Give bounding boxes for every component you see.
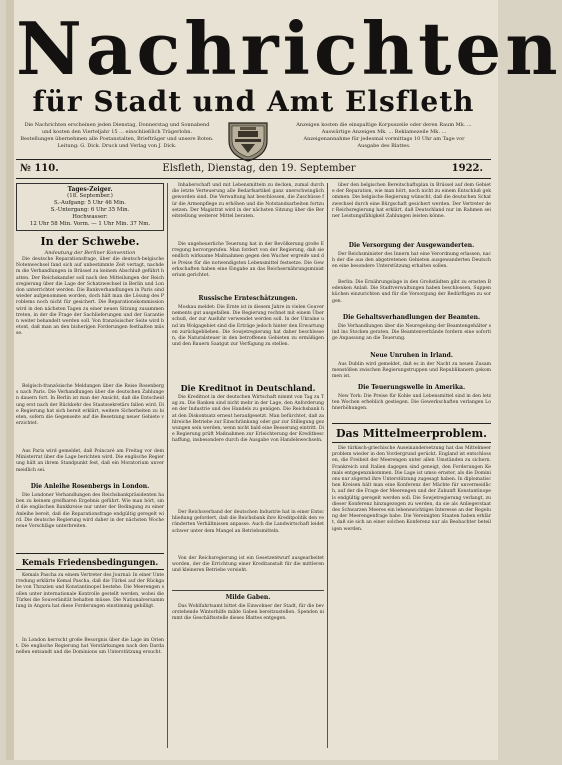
article-headline: Die Kreditnot in Deutschland.: [180, 383, 316, 393]
info-line: Auswärtige Anzeigen Mk. ... Reklamezeile Mk. ...: [321, 129, 447, 135]
article-headline: Russische Ernteschätzungen.: [198, 295, 298, 302]
article-text: Die deutsche Reparationsfrage, über die deutsch-belgische Notenwechsel fand sich auf unbestimmte Zeit vertagt, nachdem die Verhandlungen in Brüssel zu keinem Abschluß geführt hatten. Der Reichskanzler soll nach den Mitteilungen der Reichsregierung über die Lage der Schatzwechsel in Berlin und London unterrichtet werden. Die Bankverhandlungen in Paris sind wieder aufgenommen worden, doch hält man die Lösung des Problems noch nicht für gesichert. Die Reparationskommission wird in den nächsten Tagen zu einer neuen Sitzung zusammentreten, in der die Frage der Sachlieferungen und der Garantien weiter behandelt werden soll. Von französischer Seite wird betont, daß man an den bisherigen Forderungen festhalten müsse.: [16, 257, 164, 337]
info-line: Anzeigenannahme für jedesmal vormittags 10 Uhr am Tage vor: [303, 136, 465, 142]
article-text: Aus Paris wird gemeldet, daß Poincaré am Freitag vor dem Ministerrat über die Lage berichten wird. Die englische Regierung hält an ihrem Standpunkt fest, daß ein Moratorium unvermeidlich sei.: [16, 449, 164, 473]
almanac-line: S.-Untergang: 6 Uhr 35 Min.: [50, 207, 130, 213]
article-text: Der Reichsverband der deutschen Industrie hat in einer Entschließung gefordert, daß die Reichsbank ihre Kreditpolitik den veränderten Verhältnissen anpasse. Auch die Landwirtschaft leidet schwer unter dem Mangel an Betriebsmitteln.: [172, 510, 324, 534]
article-headline: In der Schwebe.: [40, 235, 140, 248]
daily-almanac-box: [16, 183, 164, 231]
article-text: Aus Dublin wird gemeldet, daß es in der Nacht zu neuen Zusammenstößen zwischen Regierungstruppen und Republikanern gekommen ist.: [332, 362, 491, 380]
info-line: Leitung: G. Dick. Druck und Verlag von J. Dick.: [57, 143, 177, 149]
issue-year: 1922.: [451, 163, 483, 174]
almanac-line: Hochwasser:: [72, 214, 108, 220]
article-text: New York: Die Preise für Kohle und Lebensmittel sind in den letzten Wochen erheblich gestiegen. Die Gewerkschaften verlangen Lohnerhöhungen.: [332, 394, 491, 412]
article-headline: Die Versorgung der Ausgewanderten.: [348, 242, 475, 249]
newspaper-title: Nachrichten: [16, 6, 562, 91]
almanac-line: S.-Aufgang: 5 Uhr 46 Min.: [54, 200, 126, 206]
dateline: [16, 159, 491, 179]
article-text: Kemals Pascha zu einem Vertreter des Journal: In einer Unterredung erklärte Kemal Pascha, daß die Türkei auf der Rückgabe von Thrazien und Konstantinopel bestehe. Die Meerengen sollen unter internationale Kontrolle gestellt werden, wobei die Türkei die Souveränität behalten müsse. Die Nationalversammlung in Angora hat diese Forderungen einstimmig gebilligt.: [16, 573, 164, 610]
article-text: Der Reichsminister des Innern hat eine Verordnung erlassen, nach der die aus den abgetretenen Gebieten ausgewanderten Deutschen eine besondere Unterstützung erhalten sollen.: [332, 252, 491, 270]
info-line: Die Nachrichten erscheinen jeden Dienstag, Donnerstag und Sonnabend: [24, 122, 210, 128]
article-text: Von der Reichsregierung ist ein Gesetzentwurf ausgearbeitet worden, der die Errichtung einer Kreditanstalt für die mittleren und kleineren Betriebe vorsieht.: [172, 556, 324, 574]
article-text: Die Verhandlungen über die Neuregelung der Beamtengehälter sind ins Stocken geraten. Die Beamtenverbände fordern eine sofortige Anpassung an die Teuerung.: [332, 324, 491, 342]
article-headline: Kemals Friedensbedingungen.: [21, 557, 159, 567]
issue-number: № 110.: [20, 163, 59, 174]
issue-date: Elsfleth, Dienstag, den 19. September: [162, 163, 356, 174]
almanac-line: (18. September.): [67, 193, 113, 199]
column-2: [172, 183, 324, 748]
section-divider: [172, 590, 324, 591]
column-divider: [327, 183, 328, 748]
article-text: über den belgischen Bereitschaftsplan in Brüssel auf dem Gebiete der Reparation, wie man hört, noch nicht zu einem Entschluß gekommen. Die belgische Regierung wünscht, daß die deutschen Schatzwechsel durch eine Bürgschaft gesichert werden. Der Vertreter der Reichsregierung hat erklärt, daß Deutschland nur im Rahmen seiner Leistungsfähigkeit Zahlungen leisten könne.: [332, 183, 491, 220]
publication-info: [18, 122, 216, 150]
article-text: Berlin: Die Ernährungslage in den Großstädten gibt zu ernsten Bedenken Anlaß. Die Stadtverwaltungen haben beschlossen, Suppenküchen einzurichten und für die Versorgung der Bedürftigen zu sorgen.: [332, 280, 491, 304]
column-divider: [167, 183, 168, 748]
info-line: und kosten den Vierteljahr 15 ... einschließlich Trägerlohn.: [41, 129, 193, 135]
article-headline: Die Gehaltsverhandlungen der Beamten.: [342, 314, 481, 321]
masthead: [16, 6, 562, 171]
almanac-line: 12 Uhr 58 Min. Vorm. — 1 Uhr Min. 37 Nm.: [29, 221, 151, 227]
info-line: Bestellungen übernehmen alle Postanstalten, Briefträger und unsere Boten.: [20, 136, 214, 142]
info-line: Anzeigen kosten die einspaltige Korpuszeile oder deren Raum Mk. ...: [296, 122, 472, 128]
article-text: In London herrscht große Besorgnis über die Lage im Orient. Die englische Regierung hat Verstärkungen nach den Dardanellen entsandt und die Dominions um Unterstützung ersucht.: [16, 638, 164, 656]
column-3: [332, 183, 491, 748]
article-headline: Neue Unruhen in Irland.: [370, 352, 453, 359]
article-text: Belgisch-französische Meldungen über die Reise Rosenbergs nach Paris. Die Verhandlungen über die deutschen Zahlungen dauern fort. In Berlin ist man der Ansicht, daß die Entscheidung erst nach der Rückkehr des Staatssekretärs fallen wird. Die Regierung hat sich bereit erklärt, weitere Sicherheiten zu bieten, sofern die Gegenseite auf die Besetzung neuer Gebiete verzichtet.: [16, 384, 164, 427]
article-text: Inhaberschaft und mit Lebensmitteln zu decken, zumal durch die letzte Verteuerung alle Bedarfsartikel ganz unerschwinglich geworden sind. Die Verwaltung hat beschlossen, die Zuschüsse für die Armenpflege zu erhöhen und die Notstandsarbeiten fortzusetzen. Der Magistrat wird in der nächsten Sitzung über die Bereitstellung weiterer Mittel beraten.: [172, 183, 324, 220]
newspaper-page: [6, 0, 562, 760]
article-headline: Das Mittelmeerproblem.: [336, 427, 487, 440]
article-text: Das Wohlfahrtsamt bittet die Einwohner der Stadt, für die bevorstehende Winterhilfe milde Gaben bereitzustellen. Spenden nimmt die Geschäftsstelle dieses Blattes entgegen.: [172, 604, 324, 622]
article-text: Die Kreditnot in der deutschen Wirtschaft nimmt von Tag zu Tag zu. Die Banken sind nicht mehr in der Lage, den Anforderungen der Industrie und des Handels zu genügen. Die Reichsbank hat den Diskontsatz erneut heraufgesetzt. Man befürchtet, daß zahlreiche Betriebe zur Einschränkung oder gar zur Stillegung gezwungen sein werden, wenn nicht bald eine Besserung eintritt. Die Regierung prüft Maßnahmen zur Erleichterung der Kreditbeschaffung, insbesondere durch die Ausgabe von Handelswechseln.: [172, 395, 324, 444]
article-text: Moskau meldet: Die Ernte ist in diesem Jahre in vielen Gouvernements gut ausgefallen. Die Regierung rechnet mit einem Überschuß, der zur Ausfuhr verwendet werden soll. In der Ukraine und im Wolgagebiet sind die Erträge jedoch hinter den Erwartungen zurückgeblieben. Die Sowjetregierung hat daher beschlossen, die Naturalsteuer in den betroffenen Gebieten zu ermäßigen und den Bauern Saatgut zur Verfügung zu stellen.: [172, 305, 324, 348]
almanac-title: Tages-Zeiger.: [67, 186, 113, 193]
article-subheadline: Andeutung der Berliner Konvention: [44, 250, 136, 256]
article-headline: Milde Gaben.: [225, 594, 271, 601]
article-text: Die ungeheuerliche Teuerung hat in der Bevölkerung große Erregung hervorgerufen. Man fordert von der Regierung, daß sie endlich wirksame Maßnahmen gegen den Wucher ergreife und die Preise für die notwendigsten Lebensmittel festsetze. Die Gewerkschaften haben eine Eingabe an das Reichsernährungsministerium gerichtet.: [172, 242, 324, 279]
article-text: Die Londoner Verhandlungen des Reichsbankpräsidenten haben zu keinem greifbaren Ergebnis geführt. Wie man hört, sind die englischen Bankkreise nur unter der Bedingung zu einer Anleihe bereit, daß die Reparationsfrage endgültig geregelt wird. Die deutsche Regierung wird daher in der nächsten Woche neue Vorschläge unterbreiten.: [16, 493, 164, 530]
page-spine: [6, 0, 14, 760]
town-crest-icon: [223, 119, 273, 163]
info-line: Ausgabe des Blattes.: [357, 143, 411, 149]
newspaper-subtitle: für Stadt und Amt Elsfleth: [32, 85, 475, 118]
article-headline: Die Anleihe Rosenbergs in London.: [30, 483, 150, 490]
advertising-info: [280, 122, 488, 150]
article-text: Die türkisch-griechische Auseinandersetzung hat das Mittelmeerproblem wieder in den Vordergrund gerückt. England ist entschlossen, die Freiheit der Meerengen unter allen Umständen zu sichern. Frankreich und Italien dagegen sind geneigt, den Forderungen Kemals entgegenzukommen. Die Lage ist umso ernster, als die Dominions nur zögernd ihre Unterstützung zugesagt haben. In diplomatischen Kreisen hält man eine Konferenz der Mächte für unvermeidlich, auf der die Frage der Meerengen und der Zukunft Konstantinopels endgültig geregelt werden soll. Die Sowjetregierung verlangt, zu dieser Konferenz hinzugezogen zu werden, da sie als Anliegerstaat des Schwarzen Meeres ein lebenswichtiges Interesse an der Regelung der Meerengenfrage habe. Die Vereinigten Staaten haben erklärt, daß sie sich an einer solchen Konferenz nur als Beobachter beteiligen werden.: [332, 446, 491, 532]
article-headline: Die Teuerungswelle in Amerika.: [357, 384, 466, 391]
column-1: [16, 183, 164, 748]
